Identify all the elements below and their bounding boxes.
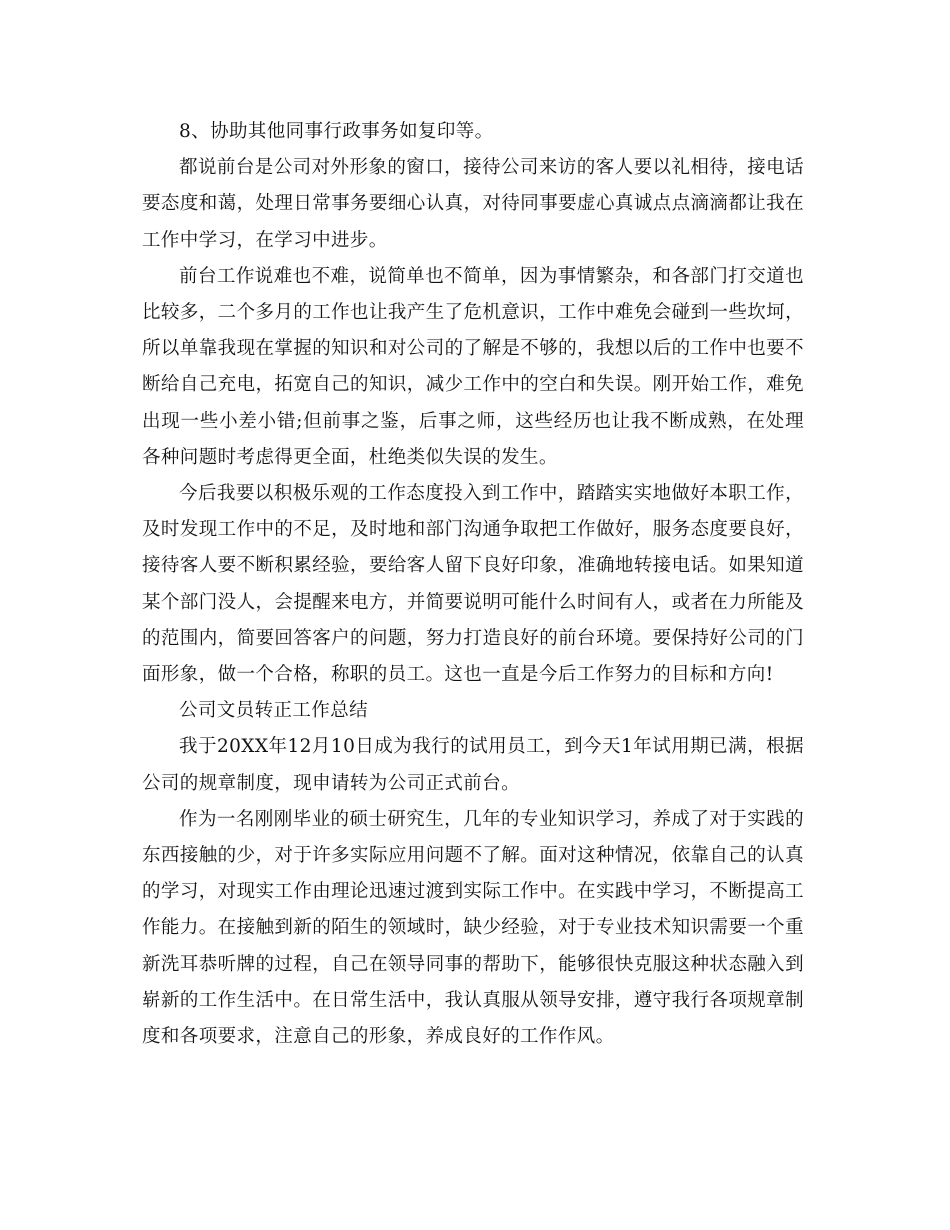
paragraph-future-plans: 今后我要以积极乐观的工作态度投入到工作中，踏踏实实地做好本职工作，及时发现工作中的不足，及时地和部门沟通争取把工作做好，服务态度要良好，接待客人要不断积累经验，要给客人留下良好印象，准确地转接电话。如果知道某个部门没人，会提醒来电方，并简要说明可能什么时间有人，或者在力所能及的范围内，简要回答客户的问题，努力打造良好的前台环境。要保持好公司的门面形象，做一个合格，称职的员工。这也一直是今后工作努力的目标和方向! xyxy=(142,483,804,686)
document-page xyxy=(142,114,804,1055)
paragraph-front-desk-work: 前台工作说难也不难，说简单也不简单，因为事情繁杂，和各部门打交道也比较多，二个多月的工作也让我产生了危机意识，工作中难免会碰到一些坎坷，所以单靠我现在掌握的知识和对公司的了解是不够的，我想以后的工作中也要不断给自己充电，拓宽自己的知识，减少工作中的空白和失误。刚开始工作，难免出现一些小差小错;但前事之鉴，后事之师，这些经历也让我不断成熟，在处理各种问题时考虑得更全面，杜绝类似失误的发生。 xyxy=(142,265,804,468)
paragraph-probation-application: 我于20XX年12月10日成为我行的试用员工，到今天1年试用期已满，根据公司的规章制度，现申请转为公司正式前台。 xyxy=(142,736,804,794)
section-title: 公司文员转正工作总结 xyxy=(179,700,369,722)
paragraph-item-assist-colleagues: 8、协助其他同事行政事务如复印等。 xyxy=(179,121,494,142)
paragraph-front-desk-window: 都说前台是公司对外形象的窗口，接待公司来访的客人要以礼相待，接电话要态度和蔼，处理日常事务要细心认真，对待同事要虚心真诚点点滴滴都让我在工作中学习，在学习中进步。 xyxy=(142,157,804,251)
paragraph-graduate-experience: 作为一名刚刚毕业的硕士研究生，几年的专业知识学习，养成了对于实践的东西接触的少，对于许多实际应用问题不了解。面对这种情况，依靠自己的认真的学习，对现实工作由理论迅速过渡到实际工作中。在实践中学习，不断提高工作能力。在接触到新的陌生的领域时，缺少经验，对于专业技术知识需要一个重新洗耳恭听牌的过程，自己在领导同事的帮助下，能够很快克服这种状态融入到崭新的工作生活中。在日常生活中，我认真服从领导安排，遵守我行各项规章制度和各项要求，注意自己的形象，养成良好的工作作风。 xyxy=(142,808,804,1048)
